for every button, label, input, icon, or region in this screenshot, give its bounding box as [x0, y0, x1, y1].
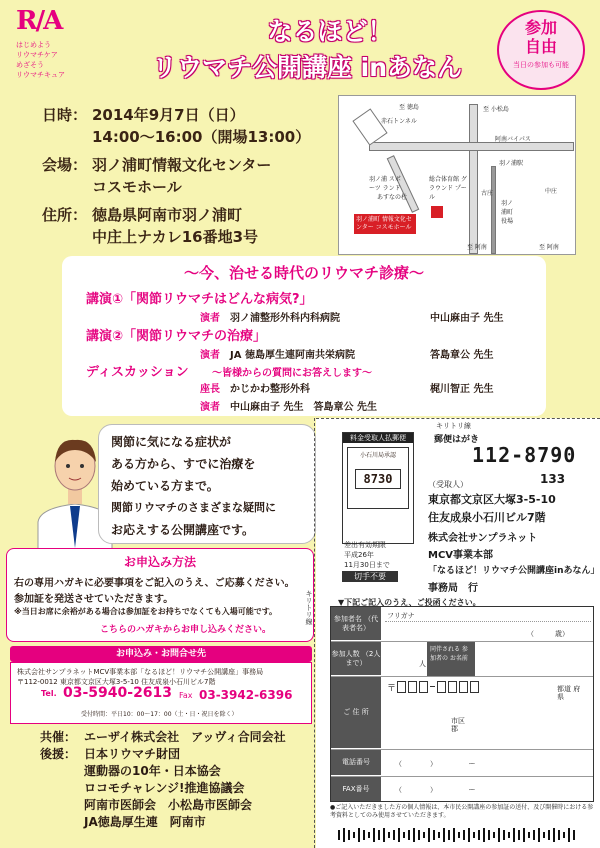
- map-road: [469, 104, 478, 254]
- cut-line: [314, 418, 315, 848]
- fax-input[interactable]: （ ） ー: [395, 786, 476, 794]
- map-label: 中庄: [545, 188, 558, 195]
- event-time: 14:00〜16:00（開場13:00）: [92, 128, 311, 146]
- map-venue-label: 羽ノ浦町 情報文化センター コスモホール: [354, 214, 416, 234]
- cosponsor-label: 共催：: [40, 730, 77, 744]
- discussion-title: ディスカッション: [86, 365, 189, 380]
- program-heading: 〜今、治せる時代のリウマチ診療〜: [183, 264, 424, 282]
- privacy-note: ●ご記入いただきました方の個人情報は、本市民公開講座の参加証の送付、及び開催時における参考資料としてのみ使用させていただきます。: [330, 804, 594, 819]
- postcard-kind: 郵便はがき: [434, 435, 480, 445]
- venue-label: 会場：: [42, 156, 88, 174]
- chair-role: 座長: [200, 384, 220, 395]
- recipient-line: 「なるほど！リウマチ公開講座inあなん」: [428, 566, 600, 576]
- address-label: 住所：: [42, 206, 88, 224]
- page-title-line2: リウマチ公開講座 inあなん: [151, 53, 463, 82]
- recipient-line: 住友成泉小石川ビル7階: [428, 511, 546, 524]
- bubble-line: 関節に気になる症状が: [111, 435, 232, 449]
- cut-line: [316, 418, 600, 419]
- inquiry-address: 〒112-0012 東京都文京区大塚3-5-10 住友成泉小石川ビル7階: [17, 678, 216, 686]
- venue-name: 羽ノ浦町情報文化センター: [92, 156, 272, 174]
- recipient-line: MCV事業本部: [428, 550, 494, 561]
- logo-mark: R/A: [16, 6, 62, 36]
- validity-text: 11月30日まで: [344, 561, 390, 569]
- form-label-fax: FAX番号: [331, 777, 381, 801]
- application-line2: 参加証を発送させていただきます。: [14, 594, 174, 605]
- furigana-label: フリガナ: [387, 612, 415, 620]
- free-entry-badge: 参加 自由 当日の参加も可能: [497, 10, 585, 90]
- postal-code: 112-8790: [472, 443, 577, 467]
- chair-org: かじかわ整形外科: [230, 384, 310, 395]
- lecture2-role: 演者: [200, 350, 220, 361]
- form-label-address: ご 住 所: [331, 677, 381, 749]
- supporter: JA徳島厚生連 阿南市: [84, 815, 206, 829]
- lecture1-org: 羽ノ浦整形外科内科病院: [230, 313, 340, 324]
- lecture1-speaker: 中山麻由子 先生: [430, 313, 504, 324]
- chair-name: 梶川智正 先生: [430, 384, 494, 395]
- recipient-label: （受取人）: [428, 480, 468, 489]
- form-label-name: 参加者名 （代表者名）: [331, 607, 381, 641]
- lecture2-title: 講演②「関節リウマチの治療」: [86, 329, 267, 344]
- map-label: 至 阿南: [539, 244, 559, 251]
- form-title: ▼下記ご記入のうえ、ご投函ください。: [338, 598, 481, 607]
- count-input[interactable]: [385, 645, 417, 673]
- support-label: 後援：: [40, 747, 77, 761]
- event-date: 2014年9月7日（日）: [92, 106, 245, 124]
- access-map: [338, 95, 576, 255]
- map-label: 至 阿南: [467, 244, 487, 251]
- tel-label: Tel.: [41, 689, 57, 698]
- supporter: ロコモチャレンジ!推進協議会: [84, 781, 245, 795]
- office-hours: 受付時間：平日10：00〜17：00（土・日・祝日を除く）: [81, 711, 238, 718]
- logo-tagline: はじめよう リウマチケア めざそう リウマチキュア: [16, 41, 65, 79]
- recipient-line: 東京都文京区大塚3-5-10: [428, 493, 556, 506]
- companion-label: 同伴される 参加者の お名前: [427, 642, 475, 676]
- lecture1-role: 演者: [200, 313, 220, 324]
- bubble-line: お応えする公開講座です。: [111, 523, 255, 537]
- supporter: 運動器の10年・日本協会: [84, 764, 221, 778]
- bubble-line: ある方から、すでに治療を: [111, 457, 256, 471]
- map-label: 赤石トンネル: [381, 118, 417, 125]
- city-label: 市区 郡: [451, 717, 465, 733]
- prefecture-label: 都道 府県: [557, 685, 581, 701]
- discussion-role: 演者: [200, 402, 220, 413]
- address-input[interactable]: [385, 699, 591, 745]
- zip-mark: 〒: [387, 684, 397, 694]
- validity-text: 平成26年: [344, 551, 374, 559]
- application-title: お申込み方法: [123, 555, 196, 569]
- form-label-count: 参加人数 （2人まで）: [331, 642, 381, 676]
- business-reply-stamp: 料金受取人払郵便 小石川局承認 8730: [342, 432, 414, 544]
- map-label: 阿南バイパス: [495, 136, 531, 143]
- map-label: 羽ノ浦町役場: [501, 200, 514, 225]
- map-label: 至 小松島: [483, 106, 509, 113]
- page-title-line1: なるほど！: [267, 17, 393, 46]
- companion-input[interactable]: [477, 645, 591, 673]
- discussion-subtitle: 〜皆様からの質問にお答えします〜: [212, 368, 372, 379]
- count-unit: 人: [419, 660, 426, 668]
- bubble-line: 始めている方まで。: [111, 479, 219, 493]
- map-railway: [491, 166, 496, 254]
- supporter: 阿南市医師会 小松島市医師会: [84, 798, 253, 812]
- map-label: 羽ノ浦駅: [499, 160, 524, 167]
- postal-code-suffix: 133: [540, 472, 566, 486]
- cut-line-label: キリトリ線: [436, 422, 471, 430]
- inquiry-org: 株式会社サンプラネットMCV事業本部「なるほど！リウマチ公開講座」事務局: [17, 668, 264, 676]
- speech-bubble: [98, 424, 316, 544]
- date-label: 日時：: [42, 106, 88, 124]
- cosponsors: エーザイ株式会社 アッヴィ合同会社: [84, 730, 286, 744]
- application-line1: 右の専用ハガキに必要事項をご記入のうえ、ご応募ください。: [14, 578, 295, 589]
- zip-input[interactable]: [397, 681, 479, 693]
- map-label: 総合体育館 グラウンド プール: [429, 176, 467, 201]
- map-label: 至 徳島: [399, 104, 419, 111]
- map-road: [352, 108, 387, 145]
- lecture1-title: 講演①「関節リウマチはどんな病気?」: [86, 292, 313, 307]
- discussion-speakers: 中山麻由子 先生 答島章公 先生: [230, 402, 377, 413]
- supporter: 日本リウマチ財団: [84, 747, 181, 761]
- venue-hall: コスモホール: [92, 178, 182, 196]
- logo: [12, 6, 94, 90]
- lecture2-speaker: 答島章公 先生: [430, 350, 494, 361]
- name-input[interactable]: [385, 621, 591, 622]
- map-label: 古庄: [481, 190, 494, 197]
- application-form: [330, 606, 594, 802]
- bubble-line: 関節リウマチのさまざまな疑問に: [111, 501, 276, 514]
- venue-marker-icon: [431, 206, 443, 218]
- barcode-icon: [338, 828, 578, 842]
- tel-input[interactable]: （ ） ー: [395, 760, 476, 768]
- application-postcard-link: こちらのハガキからお申し込みください。: [100, 625, 272, 635]
- recipient-line: 事務局 行: [428, 583, 478, 594]
- age-field[interactable]: （ 歳）: [527, 630, 569, 638]
- tel-number: 03-5940-2613: [63, 685, 173, 701]
- form-label-tel: 電話番号: [331, 750, 381, 776]
- map-road: [369, 142, 574, 151]
- fax-label: Fax: [179, 691, 193, 700]
- recipient-line: 株式会社サンプラネット: [428, 533, 538, 544]
- no-stamp-label: 切手不要: [342, 571, 398, 582]
- cut-line-label: キリトリ線: [305, 590, 313, 625]
- inquiry-box: [10, 662, 312, 724]
- map-label: 羽ノ浦 スポーツ ランド: [369, 176, 401, 192]
- application-note: ※当日お席に余裕がある場合は参加証をお持ちでなくても入場可能です。: [14, 607, 278, 616]
- map-label: あすなの杜: [377, 194, 408, 201]
- address-line2: 中庄上ナカレ16番地3号: [92, 228, 259, 246]
- address-line1: 徳島県阿南市羽ノ浦町: [92, 206, 243, 224]
- validity-text: 差出有効期限: [344, 541, 386, 549]
- lecture2-org: JA 徳島厚生連阿南共栄病院: [230, 350, 355, 361]
- fax-number: 03-3942-6396: [199, 688, 293, 702]
- inquiry-header: お申込み・お問合せ先: [10, 646, 312, 662]
